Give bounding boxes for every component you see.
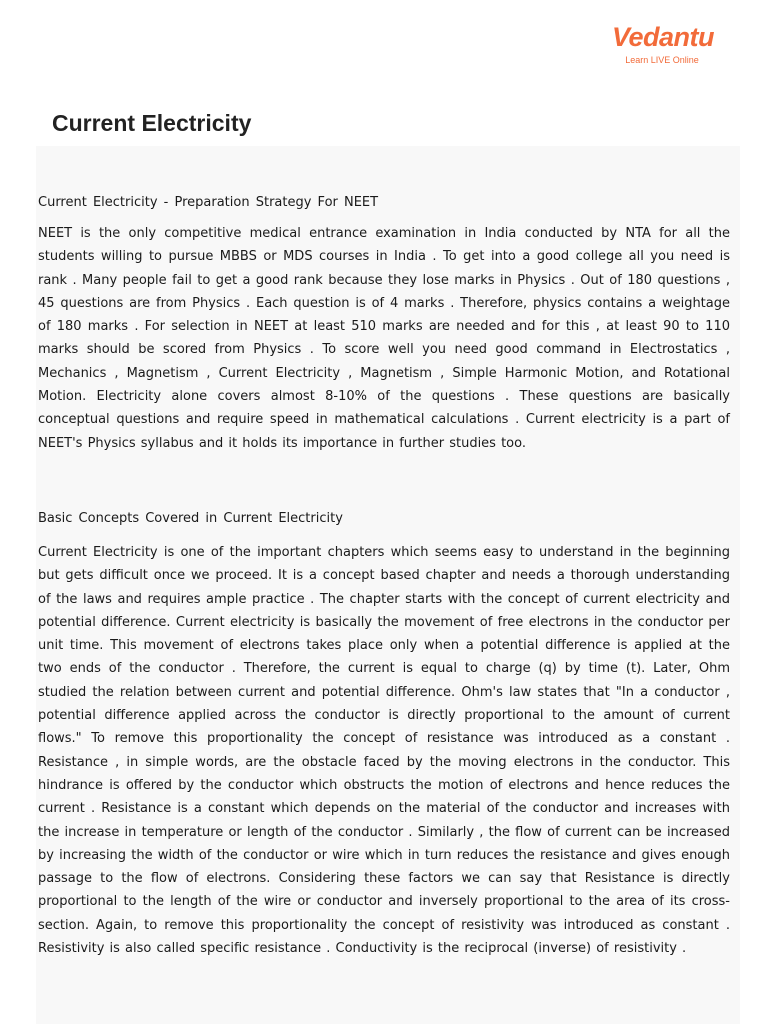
document-content	[36, 146, 740, 1024]
vedantu-logo[interactable]	[612, 22, 715, 70]
section-heading-preparation-strategy: Current Electricity - Preparation Strategy For NEET	[38, 195, 379, 210]
section-body-basic-concepts: Current Electricity is one of the important chapters which seems easy to understand in the beginning but gets difficult once we proceed. It is a concept based chapter and needs a thorough understanding of the laws and requires ample practice . The chapter starts with the concept of current electricity and potential difference. Current electricity is basically the movement of free electrons in the conductor per unit time. This movement of electrons takes place only when a potential difference is applied at the two ends of the conductor . Therefore, the current is equal to charge (q) by time (t). Later, Ohm studied the relation between current and potential difference. Ohm's law states that "In a conductor , potential difference applied across the conductor is directly proportional to the amount of current flows." To remove this proportionality the concept of resistance was introduced as a constant . Resistance , in simple words, are the obstacle faced by the moving electrons in the conductor. This hindrance is offered by the conductor which obstructs the motion of electrons and hence reduces the current . Resistance is a constant which depends on the material of the conductor and increases with the increase in temperature or length of the conductor . Similarly , the flow of current can be increased by increasing the width of the conductor or wire which in turn reduces the resistance and gives enough passage to the flow of electrons. Considering these factors we can say that Resistance is directly proportional to the length of the wire or conductor and inversely proportional to the area of its cross-section. Again, to remove this proportionality the concept of resistivity was introduced as constant . Resistivity is also called specific resistance . Conductivity is the reciprocal (inverse) of resistivity .	[38, 544, 730, 957]
section-heading-basic-concepts: Basic Concepts Covered in Current Electricity	[38, 510, 343, 526]
logo-wordmark: Vedantu	[612, 22, 715, 52]
section-body-preparation-strategy: NEET is the only competitive medical entrance examination in India conducted by NTA for all the students willing to pursue MBBS or MDS courses in India . To get into a good college all you need is rank . Many people fail to get a good rank because they lose marks in Physics . Out of 180 questions , 45 questions are from Physics . Each question is of 4 marks . Therefore, physics contains a weightage of 180 marks . For selection in NEET at least 510 marks are needed and for this , at least 90 to 110 marks should be scored from Physics . To score well you need good command in Electrostatics , Mechanics , Magnetism , Current Electricity , Magnetism , Simple Harmonic Motion, and Rotational Motion. Electricity alone covers almost 8-10% of the questions . These questions are basically conceptual questions and require speed in mathematical calculations . Current electricity is a part of NEET's Physics syllabus and it holds its importance in further studies too.	[38, 226, 730, 451]
page-title: Current Electricity	[52, 110, 252, 136]
logo-tagline: Learn LIVE Online	[625, 55, 699, 65]
